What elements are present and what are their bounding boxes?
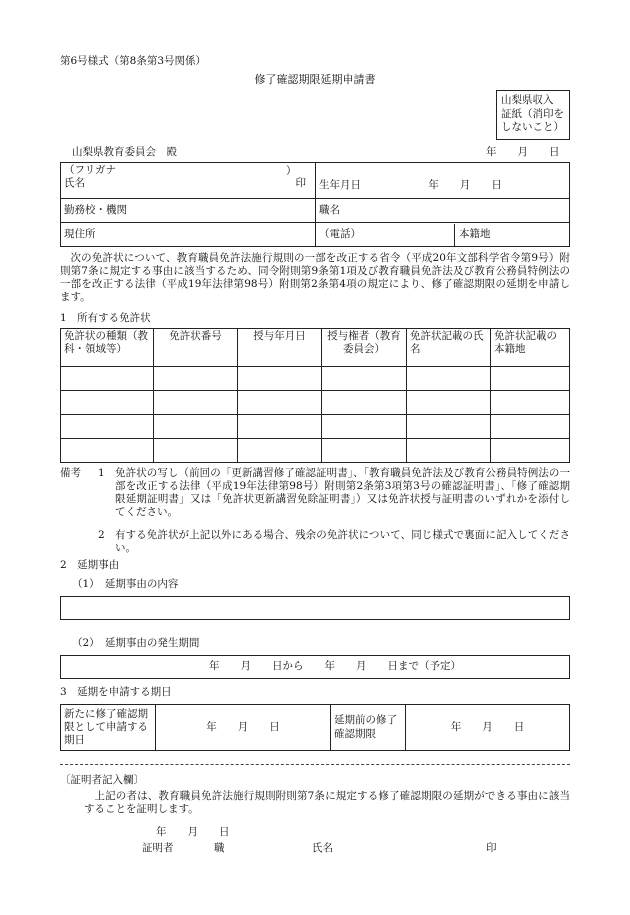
new-deadline-value[interactable]: 年 月 日 bbox=[156, 705, 331, 751]
position-label: 職名 bbox=[319, 203, 340, 216]
table-cell[interactable] bbox=[407, 439, 491, 463]
table-cell[interactable] bbox=[154, 391, 238, 415]
license-number-header: 免許状番号 bbox=[154, 329, 238, 367]
certifier-heading: 〔証明者記入欄〕 bbox=[60, 774, 144, 786]
certifier-seal: 印 bbox=[486, 842, 497, 854]
name-cell[interactable] bbox=[61, 163, 316, 199]
position-cell[interactable] bbox=[316, 199, 570, 223]
phone-label: （電話） bbox=[319, 227, 361, 240]
license-type-header: 免許状の種類（教科・領域等） bbox=[61, 329, 154, 367]
reason-content-heading: （1） 延期事由の内容 bbox=[72, 578, 179, 590]
license-table bbox=[60, 328, 570, 463]
table-cell[interactable] bbox=[322, 439, 407, 463]
certifier-name-label: 氏名 bbox=[312, 842, 333, 854]
table-cell[interactable] bbox=[61, 439, 154, 463]
table-row bbox=[61, 367, 570, 391]
table-cell[interactable] bbox=[491, 439, 570, 463]
table-cell[interactable] bbox=[238, 439, 322, 463]
table-cell[interactable] bbox=[491, 415, 570, 439]
address-label: 現住所 bbox=[64, 227, 96, 240]
license-domicile-header: 免許状記載の本籍地 bbox=[491, 329, 570, 367]
grant-date-header: 授与年月日 bbox=[238, 329, 322, 367]
section1-heading: 1 所有する免許状 bbox=[60, 312, 151, 324]
table-cell[interactable] bbox=[154, 415, 238, 439]
new-deadline-label: 新たに修了確認期限として申請する期日 bbox=[61, 705, 156, 751]
reason-content-field[interactable] bbox=[60, 596, 570, 620]
divider bbox=[60, 764, 570, 765]
addressee: 山梨県教育委員会 殿 bbox=[72, 146, 177, 158]
furigana-close: ） bbox=[286, 165, 297, 177]
birth-label: 生年月日 bbox=[319, 179, 361, 192]
revenue-stamp-box bbox=[496, 90, 570, 140]
school-label: 勤務校・機関 bbox=[64, 203, 127, 216]
note1-text: 免許状の写し（前回の「更新講習修了確認証明書」、「教育職員免許法及び教育公務員特例法の一部を改正する法律（平成19年法律第98号）附則第2条第3項第3号の確認証明書」、「修了確認期限延期証明書」又は「免許状更新講習免除証明書」）又は免許状授与証明書のいずれかを添付してください。 bbox=[115, 467, 570, 519]
certifier-date: 年 月 日 bbox=[156, 826, 230, 838]
table-cell[interactable] bbox=[154, 367, 238, 391]
name-label: 氏名 bbox=[64, 177, 85, 190]
prev-deadline-value[interactable]: 年 月 日 bbox=[406, 705, 570, 751]
note2-text: 有する免許状が上記以外にある場合、残余の免許状について、同じ様式で裏面に記入してください。 bbox=[115, 529, 570, 555]
table-cell[interactable] bbox=[322, 391, 407, 415]
note2-number: 2 bbox=[98, 529, 105, 541]
stamp-line: しないこと） bbox=[501, 121, 564, 134]
phone-domicile-cell bbox=[316, 223, 570, 247]
table-cell[interactable] bbox=[407, 391, 491, 415]
intro-paragraph: 次の免許状について、教育職員免許法施行規則の一部を改正する省令（平成20年文部科学省令第9号）附則第7条に規定する事由に該当するため、同令附則第9条第1項及び教育職員免許法及び教育公務員特例法の一部を改正する法律（平成19年法律第98号）附則第2条第4項の規定により、修了確認期限の延期を申請します。 bbox=[60, 252, 570, 304]
applicant-table bbox=[60, 162, 570, 247]
table-cell[interactable] bbox=[491, 391, 570, 415]
table-cell[interactable] bbox=[322, 415, 407, 439]
address-cell[interactable] bbox=[61, 223, 316, 247]
notes-label: 備考 bbox=[60, 467, 81, 479]
furigana-label: （フリガナ bbox=[64, 164, 116, 176]
table-cell[interactable] bbox=[61, 391, 154, 415]
school-cell[interactable] bbox=[61, 199, 316, 223]
table-cell[interactable] bbox=[238, 391, 322, 415]
table-cell[interactable] bbox=[61, 367, 154, 391]
table-row bbox=[61, 439, 570, 463]
reason-period-field[interactable] bbox=[60, 655, 570, 679]
table-cell[interactable] bbox=[154, 439, 238, 463]
seal-mark: 印 bbox=[295, 177, 306, 190]
deadline-table bbox=[60, 704, 570, 751]
certifier-label: 証明者 bbox=[142, 842, 174, 854]
note1-number: 1 bbox=[98, 467, 105, 479]
stamp-line: 証紙（消印を bbox=[501, 107, 564, 120]
table-cell[interactable] bbox=[61, 415, 154, 439]
application-date: 年 月 日 bbox=[486, 146, 560, 158]
section3-heading: 3 延期を申請する期日 bbox=[60, 686, 172, 698]
reason-period-heading: （2） 延期事由の発生期間 bbox=[72, 637, 200, 649]
reason-period-text: 年 月 日から 年 月 日まで（予定） bbox=[209, 660, 461, 673]
stamp-line: 山梨県収入 bbox=[501, 94, 554, 106]
table-cell[interactable] bbox=[238, 367, 322, 391]
birth-date: 年 月 日 bbox=[428, 179, 502, 192]
birth-cell[interactable] bbox=[316, 163, 570, 199]
form-number: 第6号様式（第8条第3号関係） bbox=[60, 55, 207, 67]
section2-heading: 2 延期事由 bbox=[60, 559, 120, 571]
license-name-header: 免許状記載の氏名 bbox=[407, 329, 491, 367]
prev-deadline-label: 延期前の修了確認期限 bbox=[331, 705, 406, 751]
table-cell[interactable] bbox=[407, 367, 491, 391]
page-title: 修了確認期限延期申請書 bbox=[254, 73, 376, 86]
table-cell[interactable] bbox=[407, 415, 491, 439]
domicile-label: 本籍地 bbox=[454, 224, 491, 246]
certifier-text: 上記の者は、教育職員免許法施行規則附則第7条に規定する修了確認期限の延期ができる事由に該当することを証明します。 bbox=[84, 790, 570, 816]
table-cell[interactable] bbox=[238, 415, 322, 439]
table-cell[interactable] bbox=[322, 367, 407, 391]
table-row bbox=[61, 391, 570, 415]
certifier-position-label: 職 bbox=[214, 842, 225, 854]
table-row bbox=[61, 415, 570, 439]
table-cell[interactable] bbox=[491, 367, 570, 391]
grantor-header: 授与権者（教育委員会） bbox=[322, 329, 407, 367]
